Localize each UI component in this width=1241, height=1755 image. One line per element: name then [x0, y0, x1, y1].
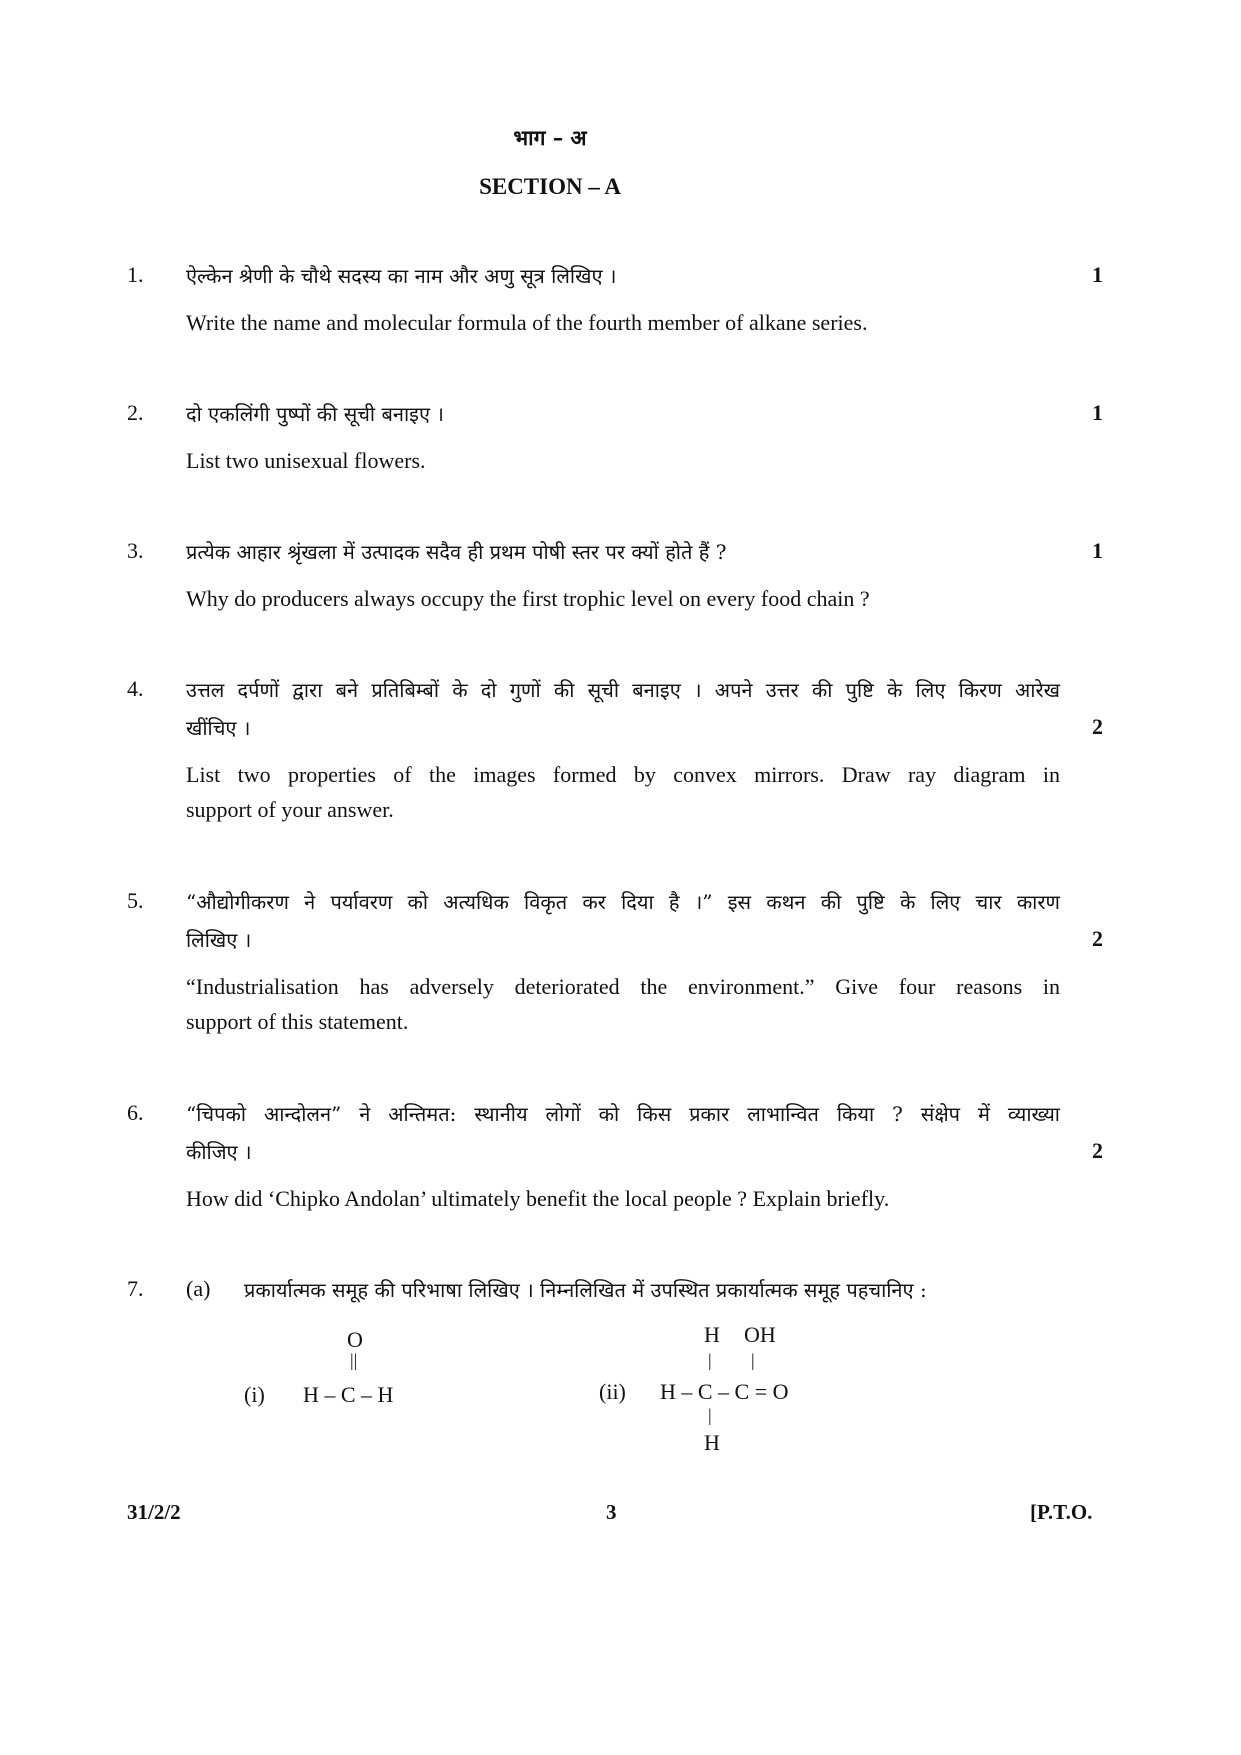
paper-code: 31/2/2	[127, 1500, 181, 1524]
question-number: 1.	[127, 262, 144, 287]
question-text-english: How did ‘Chipko Andolan’ ultimately benefit the local people ? Explain briefly.	[186, 1186, 890, 1211]
question-text-hindi: प्रत्येक आहार श्रृंखला में उत्पादक सदैव ही प्रथम पोषी स्तर पर क्यों होते हैं ?	[186, 540, 727, 564]
structure-ii-formula: H – C – C = O	[660, 1379, 789, 1404]
question-text-hindi-line1: उत्तल दर्पणों द्वारा बने प्रतिबिम्बों के दो गुणों की सूची बनाइए । अपने उत्तर की पुष्टि के लिए किरण आरेख	[186, 678, 1060, 702]
question-text-english: Why do producers always occupy the first trophic level on every food chain ?	[186, 586, 870, 611]
question-number: 6.	[127, 1100, 144, 1125]
structure-ii-upper-bond-2: |	[751, 1350, 755, 1370]
question-text-english: List two unisexual flowers.	[186, 448, 426, 473]
question-text-hindi-line2: लिखिए ।	[186, 928, 252, 952]
structure-ii-label: (ii)	[599, 1379, 626, 1404]
structure-ii-upper-bond-1: |	[708, 1350, 712, 1370]
structure-ii-bottom-h: H	[704, 1430, 720, 1455]
question-text-english-line1: “Industrialisation has adversely deteriorated the environment.” Give four reasons in	[186, 974, 1060, 999]
page-number: 3	[606, 1500, 617, 1524]
question-number: 5.	[127, 888, 144, 913]
question-text-hindi: दो एकलिंगी पुष्पों की सूची बनाइए ।	[186, 402, 444, 426]
structure-ii-top-h: H	[704, 1322, 720, 1347]
question-number: 7.	[127, 1276, 144, 1301]
question-part-label: (a)	[186, 1276, 211, 1301]
question-marks: 2	[1092, 714, 1103, 739]
question-marks: 1	[1092, 538, 1103, 563]
question-marks: 1	[1092, 262, 1103, 287]
question-number: 4.	[127, 676, 144, 701]
structure-i-oxygen: O	[347, 1327, 363, 1352]
question-text-english-line1: List two properties of the images formed by convex mirrors. Draw ray diagram in	[186, 762, 1060, 787]
question-text-hindi-line2: खींचिए ।	[186, 716, 251, 740]
question-marks: 1	[1092, 400, 1103, 425]
structure-ii-lower-bond: |	[708, 1405, 712, 1425]
question-number: 3.	[127, 538, 144, 563]
question-text-english: Write the name and molecular formula of the fourth member of alkane series.	[186, 310, 868, 335]
question-marks: 2	[1092, 1138, 1103, 1163]
structure-i-double-bond: ||	[350, 1350, 358, 1370]
structure-i-label: (i)	[244, 1382, 265, 1407]
question-text-hindi-line1: “चिपको आन्दोलन” ने अन्तिमत: स्थानीय लोगों को किस प्रकार लाभान्वित किया ? संक्षेप में व्याख्या	[186, 1102, 1060, 1126]
structure-ii-top-oh: OH	[744, 1322, 776, 1347]
question-marks: 2	[1092, 926, 1103, 951]
question-number: 2.	[127, 400, 144, 425]
question-text-english-line2: support of your answer.	[186, 797, 394, 822]
section-heading-english: SECTION – A	[479, 174, 621, 199]
structure-i-formula: H – C – H	[303, 1382, 394, 1407]
section-heading-hindi: भाग – अ	[513, 125, 587, 150]
please-turn-over: [P.T.O.	[1030, 1500, 1093, 1524]
question-text-hindi-line2: कीजिए ।	[186, 1140, 252, 1164]
question-text-english-line2: support of this statement.	[186, 1009, 409, 1034]
question-text-hindi-line1: “औद्योगीकरण ने पर्यावरण को अत्यधिक विकृत कर दिया है ।” इस कथन की पुष्टि के लिए चार कारण	[186, 890, 1060, 914]
question-text-hindi: ऐल्केन श्रेणी के चौथे सदस्य का नाम और अणु सूत्र लिखिए ।	[186, 264, 617, 288]
question-text-hindi: प्रकार्यात्मक समूह की परिभाषा लिखिए । निम्नलिखित में उपस्थित प्रकार्यात्मक समूह पहचानिए :	[244, 1278, 927, 1302]
